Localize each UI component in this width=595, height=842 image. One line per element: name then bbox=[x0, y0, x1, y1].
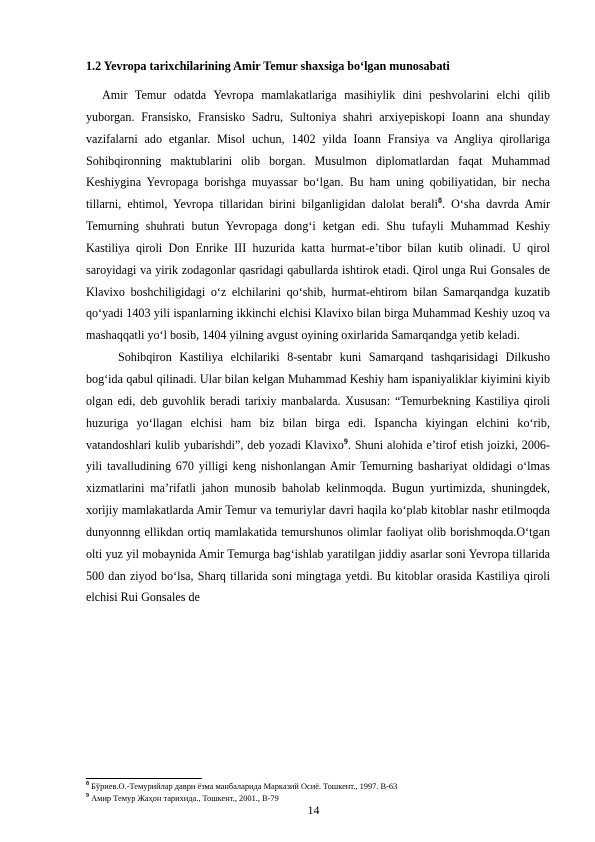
paragraph-text: . Shuni alohida e’tirof etish joizki, 2006-yili tavalludining 670 yilligi keng nishonlangan Amir Temurning bashariyat oldidagi o‘lmas xizmatlarini ma’rifatli jahon munosib baholab kelinmoqda. Bugun yurtimizda, shuningdek, xorijiy mamlakatlarda Amir Temur va temuriylar davri haqila ko‘plab kitoblar nashr etilmoqda dunyonnng ellikdan ortiq mamlakatida temurshunos olimlar faoliyat olib borishmoqda.O‘tgan olti yuz yil mobaynida Amir Temurga bag‘ishlab yaratilgan jiddiy asarlar soni Yevropa tillarida 500 dan ziyod bo‘lsa, Sharq tillarida soni mingtaga yetdi. Bu kitoblar orasida Kastiliya qiroli elchisi Rui Gonsales de bbox=[86, 437, 550, 605]
footnote-mark: 9 bbox=[86, 792, 89, 799]
paragraph bbox=[86, 85, 550, 347]
footnote-mark: 8 bbox=[86, 781, 89, 788]
footnote-text: Бўриев.О.-Темурийлар даври ёзма манбаларида Марказий Осиё. Тошкент., 1997. B-63 bbox=[89, 782, 398, 791]
footnote-separator bbox=[86, 778, 202, 779]
body-text bbox=[86, 85, 550, 609]
footnote-text: Амир Темур Жаҳон тарихида., Тошкент., 2001., B-79 bbox=[89, 793, 279, 803]
footnote-reference: 9 bbox=[343, 436, 348, 446]
paragraph-text: Sohibqiron Kastiliya elchilariki 8-sentabr kuni Samarqand tashqarisidagi Dilkusho bog‘ida qabul qilinadi. Ular bilan kelgan Muhammad Keshiy ham ispaniyaliklar kiyimini kiyib olgan edi, deb guvohlik beradi tarixiy manbalarda. Xususan: “Temurbekning Kastiliya qiroli huzuriga yo‘llagan elchisi ham biz bilan birga edi. Ispancha kiyingan elchini ko‘rib, vatandoshlari kulib yubarishdi”, deb yozadi Klavixo bbox=[86, 350, 550, 452]
page-number: 14 bbox=[307, 803, 320, 817]
section-heading: 1.2 Yevropa tarixchilarining Amir Temur shaxsiga bo‘lgan munosabati bbox=[86, 59, 450, 73]
paragraph-text: Amir Temur odatda Yevropa mamlakatlariga masihiylik dini peshvolarini elchi qilib yuborgan. Fransisko, Fransisko Sadru, Sultoniya shahri arxiyepiskopi Ioann ana shunday vazifalarni ado etganlar. Misol uchun, 1402 yilda Ioann Fransiya va Angliya qirollariga Sohibqironning maktublarini olib borgan. Musulmon diplomatlardan faqat Muhammad Keshiygina Yevropaga borishga muyassar bo‘lgan. Bu ham uning qobiliyatidan, bir necha tillarni, ehtimol, Yevropa tillaridan birini bilganligidan dalolat berali bbox=[86, 88, 550, 212]
footnote bbox=[86, 781, 556, 793]
paragraph-text: . O‘sha davrda Amir Temurning shuhrati butun Yevropaga dong‘i ketgan edi. Shu tufayli Muhammad Keshiy Kastiliya qiroli Don Enrike III huzurida katta hurmat-e’tibor bilan kutib olinadi. U qirol saroyidagi va yirik zodagonlar qasridagi qabullarda ishtirok etadi. Qirol unga Rui Gonsales de Klavixo boshchiligidagi o‘z elchilarini qo‘shib, hurmat-ehtirom bilan Samarqandga kuzatib qo‘yadi 1403 yili ispanlarning ikkinchi elchisi Klavixo bilan birga Muhammad Keshiy uzoq va mashaqqatli yo‘l bosib, 1404 yilning avgust oyining oxirlarida Samarqandga yetib keladi. bbox=[86, 197, 550, 343]
footnote-reference: 8 bbox=[438, 196, 443, 206]
footnotes bbox=[86, 781, 556, 804]
paragraph bbox=[86, 347, 550, 609]
